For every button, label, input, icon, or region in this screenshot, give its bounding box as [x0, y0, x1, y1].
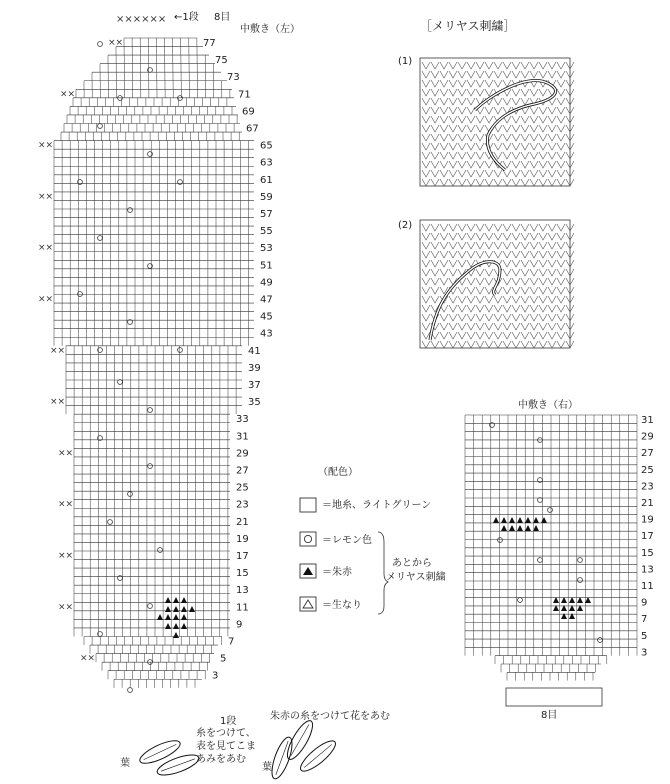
- red-stitch-triangle: [173, 623, 179, 629]
- red-stitch-triangle-right: [509, 517, 515, 523]
- decrease-mark: ××: [58, 602, 74, 613]
- left-row-label: 41: [248, 345, 261, 357]
- decrease-mark: ××: [58, 499, 74, 510]
- red-stitch-triangle-right: [577, 597, 583, 603]
- left-row-label: 67: [246, 123, 259, 135]
- embroidery-step-2: (2): [398, 220, 413, 231]
- attach-note-1: 糸をつけて、: [196, 728, 256, 739]
- left-row-label: 77: [203, 38, 216, 49]
- red-stitch-triangle: [181, 606, 187, 612]
- left-row-label: 11: [236, 602, 249, 614]
- red-stitch-triangle-right: [517, 517, 523, 523]
- left-chart-top-note: 8目: [214, 12, 231, 23]
- left-row-label: 5: [220, 653, 227, 665]
- attach-note-2: 表を見てこま: [196, 741, 256, 752]
- right-row-label: 3: [641, 647, 648, 659]
- red-stitch-triangle: [173, 632, 179, 638]
- lemon-stitch-circle: [178, 348, 183, 353]
- embroidery-step-1: (1): [398, 56, 413, 67]
- attach-note-3: あみをあむ: [196, 754, 246, 765]
- legend-item-circle: ＝レモン色: [322, 535, 372, 546]
- lemon-stitch-circle: [118, 380, 123, 385]
- legend-item-square: ＝地糸、ライトグリーン: [322, 500, 432, 511]
- lemon-stitch-circle: [108, 520, 113, 525]
- left-row-label: 39: [248, 362, 261, 374]
- decrease-mark: ××: [80, 653, 96, 664]
- lemon-stitch-circle: [98, 124, 103, 129]
- decrease-mark: ××: [50, 345, 66, 356]
- left-row-label: 23: [236, 499, 249, 511]
- left-row-label: 45: [260, 311, 273, 323]
- leaf-left-2-vein: [161, 759, 195, 771]
- red-stitch-triangle: [165, 597, 171, 603]
- right-chart-title: 中敷き（右）: [518, 400, 578, 411]
- left-row-label: 31: [236, 431, 249, 443]
- left-row-label: 55: [260, 226, 273, 238]
- red-stitch-triangle-right: [541, 517, 547, 523]
- left-row-label: 3: [212, 670, 219, 682]
- left-row-label: 59: [260, 191, 273, 203]
- right-row-label: 17: [641, 531, 654, 543]
- lemon-stitch-circle: [178, 180, 183, 185]
- lemon-stitch-circle: [128, 492, 133, 497]
- lemon-stitch-circle-right: [578, 578, 583, 583]
- left-row-label: 21: [236, 516, 249, 528]
- right-row-label: 31: [641, 415, 654, 426]
- lemon-stitch-circle: [98, 42, 103, 47]
- legend-bracket-note-1: あとから: [392, 558, 432, 569]
- right-row-label: 27: [641, 448, 654, 460]
- leaf-label-right: 葉: [262, 762, 272, 773]
- left-row-label: 65: [260, 140, 273, 152]
- left-row-label: 27: [236, 465, 249, 477]
- red-stitch-triangle: [181, 614, 187, 620]
- right-chart-bottom-note: 8目: [541, 710, 558, 721]
- decrease-mark: ××: [38, 191, 54, 202]
- lemon-stitch-circle-right: [498, 538, 503, 543]
- right-row-label: 13: [641, 564, 654, 576]
- flower-petal-1-vein: [291, 724, 309, 755]
- lemon-stitch-circle: [158, 548, 163, 553]
- left-row-label: 9: [236, 619, 243, 631]
- left-chart-grid: [54, 38, 254, 688]
- lemon-stitch-circle-right: [578, 558, 583, 563]
- left-row-label: 25: [236, 482, 249, 494]
- decrease-mark: ××: [38, 140, 54, 151]
- lemon-stitch-circle: [148, 264, 153, 269]
- red-stitch-triangle-right: [509, 525, 515, 531]
- right-row-label: 9: [641, 597, 648, 609]
- embroidery-title: ［メリヤス刺繍］: [420, 19, 516, 33]
- left-row-label: 75: [215, 55, 228, 67]
- decrease-mark: ××: [38, 243, 54, 254]
- red-stitch-triangle-right: [501, 525, 507, 531]
- legend-circle-box: [300, 532, 316, 546]
- leaf-label-left: 葉: [120, 758, 130, 769]
- lemon-stitch-circle: [148, 464, 153, 469]
- red-stitch-triangle-right: [553, 597, 559, 603]
- left-row-label: 47: [260, 294, 273, 306]
- leaf-left-1-vein: [144, 744, 177, 759]
- legend-open-triangle-box: [300, 597, 316, 611]
- lemon-stitch-circle: [128, 688, 133, 693]
- red-stitch-triangle: [173, 614, 179, 620]
- legend-bracket-note-2: メリヤス刺繍: [386, 572, 446, 583]
- right-row-label: 23: [641, 481, 654, 493]
- red-stitch-triangle: [173, 597, 179, 603]
- left-row-label: 13: [236, 585, 249, 597]
- red-stitch-triangle: [181, 623, 187, 629]
- left-row-label: 15: [236, 568, 249, 580]
- lemon-stitch-circle-right: [538, 498, 543, 503]
- left-row-label: 37: [248, 380, 261, 391]
- lemon-stitch-circle-right: [548, 508, 553, 513]
- lemon-stitch-circle: [148, 408, 153, 413]
- red-stitch-triangle: [165, 606, 171, 612]
- red-stitch-triangle-right: [525, 517, 531, 523]
- left-chart-title: 中敷き（左）: [240, 24, 300, 35]
- left-row-label: 71: [238, 89, 251, 101]
- lemon-stitch-circle: [148, 68, 153, 73]
- left-row-label: 61: [260, 174, 273, 186]
- left-row-label: 69: [242, 106, 255, 118]
- right-row-label: 19: [641, 514, 654, 526]
- red-stitch-triangle: [165, 623, 171, 629]
- red-stitch-triangle-right: [561, 597, 567, 603]
- right-row-label: 25: [641, 464, 654, 476]
- left-row-label: 35: [248, 397, 261, 409]
- lemon-stitch-circle: [98, 236, 103, 241]
- lemon-stitch-circle-right: [538, 558, 543, 563]
- right-chart-grid: [465, 415, 637, 681]
- flower-petal-2-vein: [276, 741, 288, 775]
- red-stitch-triangle: [165, 614, 171, 620]
- left-row-label: 63: [260, 157, 273, 169]
- left-chart-top-arrow: ←1段: [174, 12, 199, 23]
- lemon-stitch-circle: [148, 152, 153, 157]
- decrease-mark: ××: [38, 294, 54, 305]
- right-row-label: 15: [641, 547, 654, 559]
- left-row-label: 43: [260, 328, 273, 340]
- lemon-stitch-circle: [128, 208, 133, 213]
- left-row-label: 53: [260, 243, 273, 255]
- left-row-label: 17: [236, 551, 249, 562]
- top-cast-marks: ××××××: [116, 14, 167, 25]
- lemon-stitch-circle-right: [598, 638, 603, 643]
- lemon-stitch-circle-right: [518, 598, 523, 603]
- red-stitch-triangle: [173, 606, 179, 612]
- lemon-stitch-circle: [118, 576, 123, 581]
- left-chart-bottom-label: 1段: [220, 716, 237, 727]
- embroidery-panel-2-frame: [420, 220, 570, 348]
- left-row-label: 29: [236, 448, 249, 460]
- red-stitch-triangle-right: [517, 525, 523, 531]
- left-row-label: 49: [260, 277, 273, 289]
- decrease-mark: ××: [50, 397, 66, 408]
- right-row-label: 29: [641, 431, 654, 443]
- legend-item-open-triangle: ＝生なり: [322, 600, 362, 611]
- crochet-flower-note: 朱赤の糸をつけて花をあむ: [270, 711, 390, 722]
- right-row-label: 7: [641, 614, 648, 626]
- decrease-mark: ××: [108, 38, 124, 48]
- red-stitch-triangle-right: [501, 517, 507, 523]
- left-row-label: 33: [236, 414, 249, 426]
- legend-item-filled-triangle: ＝朱赤: [322, 567, 352, 578]
- red-stitch-triangle-right: [569, 597, 575, 603]
- lemon-stitch-circle: [148, 604, 153, 609]
- right-chart-toe-box: [506, 688, 602, 706]
- decrease-mark: ××: [58, 448, 74, 459]
- decrease-mark: ××: [58, 551, 74, 561]
- left-row-label: 57: [260, 209, 273, 220]
- left-row-label: 19: [236, 533, 249, 545]
- red-stitch-triangle-right: [493, 517, 499, 523]
- legend-title: （配色）: [318, 467, 358, 478]
- legend-square-symbol: [300, 498, 316, 512]
- red-stitch-triangle: [181, 597, 187, 603]
- right-row-label: 11: [641, 581, 654, 592]
- embroidery-panel-1-frame: [420, 58, 570, 186]
- left-row-label: 51: [260, 260, 273, 272]
- red-stitch-triangle: [157, 614, 163, 620]
- red-stitch-triangle-right: [585, 597, 591, 603]
- decrease-mark: ××: [60, 89, 76, 100]
- red-stitch-triangle: [189, 606, 195, 612]
- right-row-label: 5: [641, 630, 648, 642]
- left-row-label: 73: [227, 72, 240, 84]
- left-row-label: 7: [228, 636, 235, 648]
- right-row-label: 21: [641, 498, 654, 509]
- red-stitch-triangle-right: [525, 525, 531, 531]
